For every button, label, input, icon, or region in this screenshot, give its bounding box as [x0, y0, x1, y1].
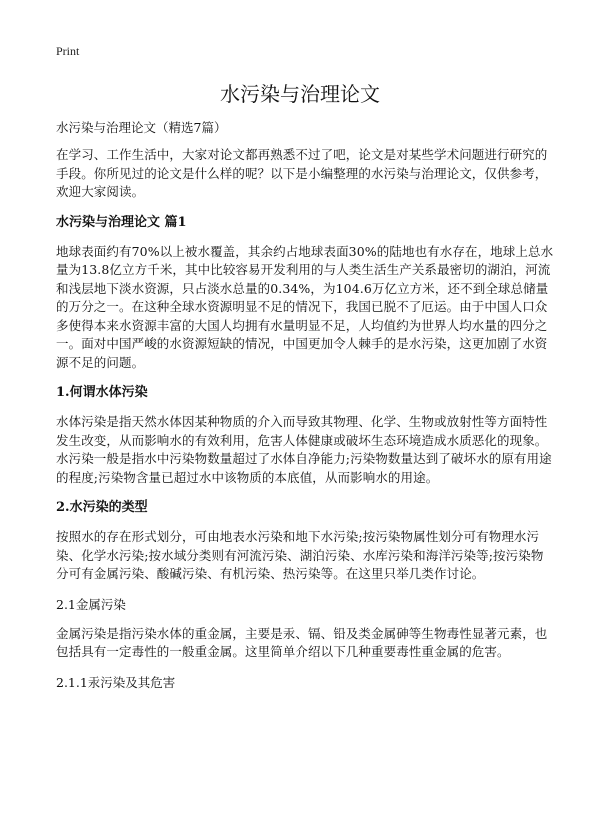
- paragraph-water-pollution-definition: 水体污染是指天然水体因某种物质的介入而导致其物理、化学、生物或放射性等方面特性发生改变，从而影响水的有效利用，危害人体健康或破坏生态环境造成水质恶化的现象。水污染一般是指水中污染物数量超过了水体自净能力;污染物数量达到了破坏水的原有用途的程度;污染物含量已超过水中该物质的本底值，从而影响水的用途。: [56, 414, 552, 485]
- section1-paragraph: 地球表面约有70%以上被水覆盖，其余约占地球表面30%的陆地也有水存在，地球上总水量为13.8亿立方千米，其中比较容易开发利用的与人类生活生产关系最密切的湖泊，河流和浅层地下淡水资源，只占淡水总量的0.34%，为104.6万亿立方米，还不到全球总储量的万分之一。在这种全球水资源明显不足的情况下，我国已脱不了厄运。由于中国人口众多使得本来水资源丰富的大国人均拥有水量明显不足，人均值约为世界人均水量的四分之一。面对中国严峻的水资源短缺的情况，中国更加令人棘手的是水污染，这更加剧了水资源不足的问题。: [56, 243, 554, 370]
- intro-paragraph: 在学习、工作生活中，大家对论文都再熟悉不过了吧，论文是对某些学术问题进行研究的手段。你所见过的论文是什么样的呢？以下是小编整理的水污染与治理论文，仅供参考，欢迎大家阅读。: [56, 147, 548, 199]
- section-heading-1: 水污染与治理论文 篇1: [56, 214, 187, 230]
- paragraph-metal-pollution: 金属污染是指污染水体的重金属，主要是汞、镉、铅及类金属砷等生物毒性显著元素，也包括具有一定毒性的一般重金属。这里简单介绍以下几种重要毒性重金属的危害。: [56, 625, 548, 659]
- heading-water-pollution-types: 2.水污染的类型: [56, 500, 148, 515]
- heading-mercury-pollution: 2.1.1汞污染及其危害: [56, 674, 176, 690]
- document-subtitle: 水污染与治理论文（精选7篇）: [56, 120, 227, 135]
- document-body: [56, 118, 556, 703]
- heading-metal-pollution: 2.1金属污染: [56, 596, 126, 612]
- print-label: Print: [56, 44, 80, 58]
- page-title: 水污染与治理论文: [220, 82, 380, 106]
- heading-water-pollution-definition: 1.何谓水体污染: [56, 385, 148, 400]
- paragraph-water-pollution-types: 按照水的存在形式划分，可由地表水污染和地下水污染;按污染物属性划分可有物理水污染、化学水污染;按水域分类则有河流污染、湖泊污染、水库污染和海洋污染等;按污染物分可有金属污染、酸碱污染、有机污染、热污染等。在这里只举几类作讨论。: [56, 529, 544, 581]
